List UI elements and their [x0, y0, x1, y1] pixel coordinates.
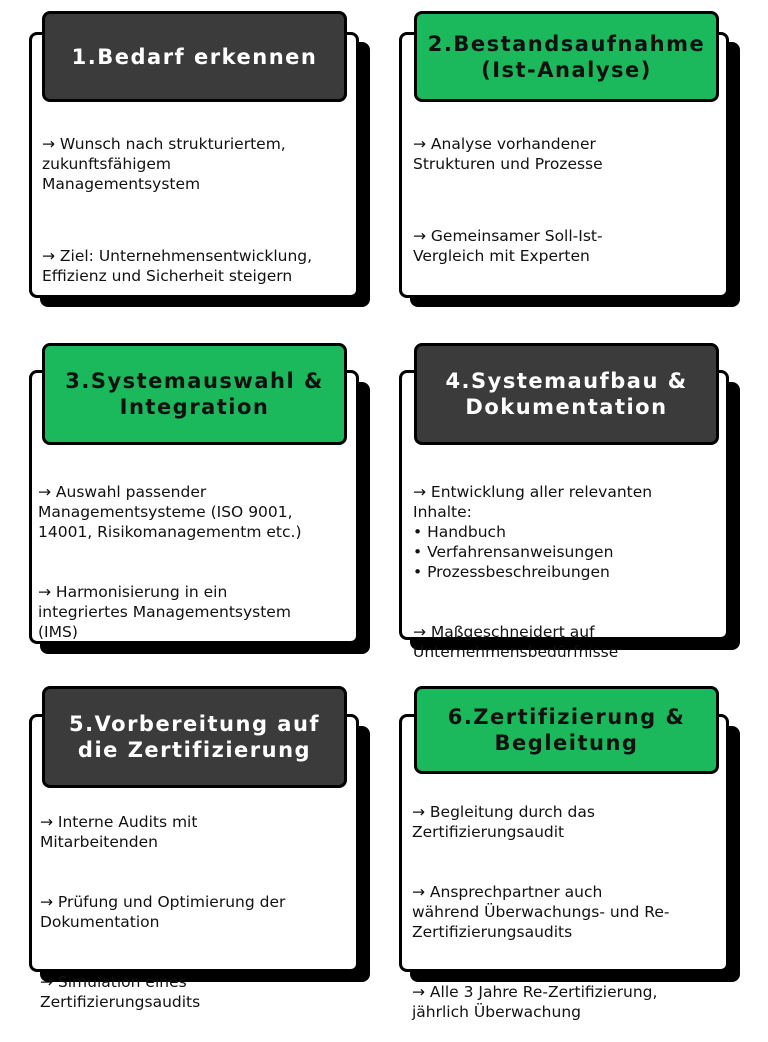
paragraph: → Begleitung durch das Zertifizierungsaudit [412, 803, 595, 841]
paragraph: → Auswahl passender Managementsysteme (ISO 9001, 14001, Risikomanagementm etc.) [38, 483, 302, 541]
paragraph: → Wunsch nach strukturiertem, zukunftsfähigem Managementsystem [42, 135, 286, 193]
paragraph: → Gemeinsamer Soll-Ist- Vergleich mit Experten [413, 227, 603, 265]
paragraph: → Simulation eines Zertifizierungsaudits [40, 973, 201, 1011]
paragraph: → Maßgeschneidert auf Unternehmensbedürfnisse [413, 623, 619, 661]
step-title-3: 3.Systemauswahl & Integration [42, 343, 347, 445]
step-title-6: 6.Zertifizierung & Begleitung [414, 686, 719, 774]
step-text-3 [38, 462, 358, 662]
paragraph: → Harmonisierung in ein integriertes Managementsystem (IMS) [38, 583, 291, 641]
step-text-6 [412, 782, 728, 1042]
step-title-1: 1.Bedarf erkennen [42, 11, 347, 102]
paragraph: → Analyse vorhandener Strukturen und Prozesse [413, 135, 603, 173]
step-text-5 [40, 792, 358, 1032]
paragraph: → Ziel: Unternehmensentwicklung, Effizienz und Sicherheit steigern [42, 247, 313, 285]
step-title-5: 5.Vorbereitung auf die Zertifizierung [42, 686, 347, 788]
step-text-2 [413, 114, 728, 286]
step-text-4 [413, 462, 728, 682]
paragraph: → Ansprechpartner auch während Überwachungs- und Re- Zertifizierungsaudits [412, 883, 670, 941]
step-title-4: 4.Systemaufbau & Dokumentation [414, 343, 719, 445]
step-text-1 [42, 114, 360, 306]
paragraph: → Prüfung und Optimierung der Dokumentation [40, 893, 286, 931]
paragraph: → Interne Audits mit Mitarbeitenden [40, 813, 198, 851]
step-title-2: 2.Bestandsaufnahme (Ist-Analyse) [414, 11, 719, 102]
paragraph: → Alle 3 Jahre Re-Zertifizierung, jährlich Überwachung [412, 983, 658, 1021]
paragraph: → Entwicklung aller relevanten Inhalte: • Handbuch • Verfahrensanweisungen • Prozessbeschreibungen [413, 483, 653, 581]
